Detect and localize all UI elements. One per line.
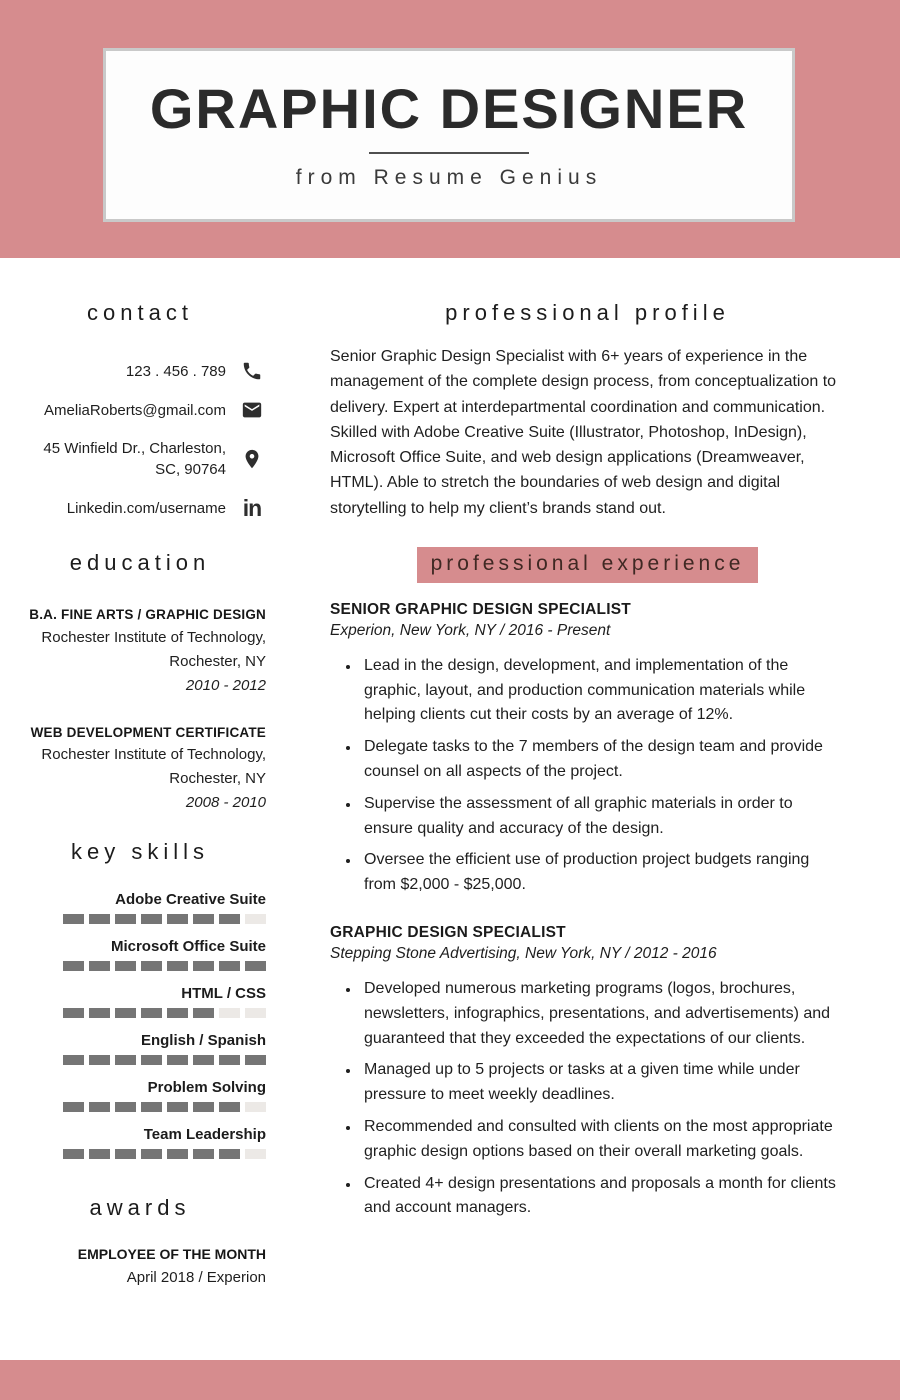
skill-bar — [14, 1008, 266, 1018]
skill-label: Team Leadership — [143, 1126, 266, 1144]
skill-dash-filled — [219, 961, 240, 971]
skill-item — [14, 1032, 266, 1065]
contact-row-linkedin — [14, 497, 266, 520]
skill-dash-filled — [63, 1008, 84, 1018]
skill-dash-filled — [115, 961, 136, 971]
skill-dash-filled — [115, 1149, 136, 1159]
skill-dash-filled — [63, 1102, 84, 1112]
education-dates: 2008 - 2010 — [185, 794, 266, 812]
skill-dash-filled — [141, 961, 162, 971]
skill-dash-filled — [167, 961, 188, 971]
award-detail: April 2018 / Experion — [126, 1268, 266, 1286]
header-banner — [0, 0, 900, 258]
education-location: Rochester, NY — [169, 770, 266, 788]
job-bullet: • Managed up to 5 projects or tasks at a given time while under pressure to meet weekly deadlines. — [360, 1058, 845, 1108]
location-pin-icon — [238, 448, 266, 470]
job-entry — [330, 601, 845, 898]
skill-dash-filled — [141, 1149, 162, 1159]
skill-dash-filled — [115, 1008, 136, 1018]
job-bullet: • Delegate tasks to the 7 members of the design team and provide counsel on all aspects of the project. — [360, 735, 845, 785]
skill-dash-filled — [141, 1055, 162, 1065]
page-subtitle: from Resume Genius — [295, 165, 603, 189]
skill-dash-filled — [89, 1008, 110, 1018]
education-entry — [14, 722, 266, 816]
job-title: GRAPHIC DESIGN SPECIALIST — [330, 924, 566, 942]
linkedin-url: Linkedin.com/username — [66, 500, 226, 517]
skill-item — [14, 1126, 266, 1159]
key-skills-heading: key skills — [70, 839, 209, 865]
phone-number: 123 . 456 . 789 — [125, 362, 226, 380]
skill-dash-filled — [219, 1102, 240, 1112]
skill-dash-filled — [89, 1055, 110, 1065]
skill-label: HTML / CSS — [181, 985, 266, 1003]
skill-dash-empty — [245, 1102, 266, 1112]
skill-dash-filled — [193, 1055, 214, 1065]
job-title: SENIOR GRAPHIC DESIGN SPECIALIST — [330, 600, 631, 618]
skill-item — [14, 985, 266, 1018]
education-dates: 2010 - 2012 — [185, 676, 266, 694]
skill-label: Microsoft Office Suite — [110, 938, 266, 956]
skill-bar — [14, 961, 266, 971]
skill-dash-filled — [89, 914, 110, 924]
contact-row-address — [14, 438, 266, 480]
skill-bar — [14, 914, 266, 924]
education-entry — [14, 604, 266, 698]
award-entry — [14, 1243, 266, 1289]
skill-dash-filled — [115, 1055, 136, 1065]
skill-dash-filled — [89, 961, 110, 971]
job-bullet: • Developed numerous marketing programs (logos, brochures, newsletters, infographics, presentations, and advertisements) and guaranteed that they exceeded the expectations of our clients. — [360, 977, 845, 1051]
skill-dash-filled — [63, 961, 84, 971]
title-divider — [369, 152, 529, 154]
skill-dash-filled — [115, 914, 136, 924]
skill-dash-filled — [245, 1055, 266, 1065]
contact-row-phone — [14, 360, 266, 382]
skill-bar — [14, 1149, 266, 1159]
education-degree: B.A. FINE ARTS / GRAPHIC DESIGN — [29, 607, 266, 622]
professional-profile-heading: professional profile — [445, 300, 730, 325]
title-box — [103, 48, 795, 222]
skill-dash-filled — [167, 1102, 188, 1112]
skill-dash-filled — [167, 1055, 188, 1065]
skill-dash-filled — [245, 961, 266, 971]
skill-dash-filled — [193, 914, 214, 924]
envelope-icon — [238, 399, 266, 421]
skill-dash-empty — [245, 1008, 266, 1018]
address-line-1: 45 Winfield Dr., Charleston, — [43, 440, 226, 457]
skill-bar — [14, 1055, 266, 1065]
footer-band — [0, 1360, 900, 1400]
skill-dash-filled — [193, 1008, 214, 1018]
award-title: EMPLOYEE OF THE MONTH — [77, 1246, 266, 1263]
job-company-dates: Stepping Stone Advertising, New York, NY / 2012 - 2016 — [330, 945, 717, 963]
skill-dash-filled — [63, 1055, 84, 1065]
skill-item — [14, 938, 266, 971]
contact-row-email — [14, 399, 266, 421]
job-bullet: • Lead in the design, development, and implementation of the graphic, layout, and production communication materials while helping clients cut their costs by an average of 12%. — [360, 654, 845, 728]
skill-dash-filled — [167, 1008, 188, 1018]
skill-item — [14, 1079, 266, 1112]
skill-dash-filled — [193, 1102, 214, 1112]
skill-label: Adobe Creative Suite — [115, 891, 266, 909]
skill-dash-filled — [167, 1149, 188, 1159]
skill-label: Problem Solving — [147, 1079, 266, 1097]
education-location: Rochester, NY — [169, 652, 266, 670]
skill-dash-filled — [141, 914, 162, 924]
professional-experience-heading-label: professional experience — [417, 547, 759, 583]
contact-heading: contact — [87, 300, 193, 325]
professional-profile-text: Senior Graphic Design Specialist with 6+ years of experience in the management of the complete design process, from conceptualization to delivery. Expert at interdepartmental coordination and communication. Skilled with Adobe Creative Suite (Illustrator, Photoshop, InDesign), Microsoft Office Suite, and web design applications (Dreamweaver, HTML). Able to stretch the boundaries of web design and digital storytelling to help my client’s brands stand out. — [330, 348, 837, 517]
job-bullet-list — [330, 654, 845, 898]
skill-dash-empty — [219, 1008, 240, 1018]
skill-dash-filled — [193, 961, 214, 971]
skill-dash-empty — [245, 1149, 266, 1159]
skill-dash-filled — [193, 1149, 214, 1159]
skill-dash-filled — [63, 914, 84, 924]
sidebar — [0, 258, 300, 1290]
skill-dash-filled — [63, 1149, 84, 1159]
skill-dash-filled — [141, 1008, 162, 1018]
job-bullet: • Created 4+ design presentations and proposals a month for clients and account managers. — [360, 1172, 845, 1222]
skill-dash-filled — [89, 1149, 110, 1159]
education-school: Rochester Institute of Technology, — [41, 628, 266, 646]
professional-experience-heading — [330, 547, 845, 583]
job-entry — [330, 924, 845, 1221]
mailing-address — [43, 438, 226, 480]
skill-dash-filled — [115, 1102, 136, 1112]
address-line-2: SC, 90764 — [155, 461, 226, 478]
education-school: Rochester Institute of Technology, — [41, 746, 266, 764]
job-company-dates: Experion, New York, NY / 2016 - Present — [330, 621, 611, 639]
skill-dash-filled — [167, 914, 188, 924]
skill-dash-filled — [219, 1149, 240, 1159]
skill-bar — [14, 1102, 266, 1112]
email-address: AmeliaRoberts@gmail.com — [44, 401, 226, 419]
skill-label: English / Spanish — [140, 1032, 266, 1050]
skill-dash-filled — [219, 914, 240, 924]
job-bullet: • Oversee the efficient use of production project budgets ranging from $2,000 - $25,000. — [360, 848, 845, 898]
content-columns — [0, 258, 900, 1290]
phone-icon — [238, 360, 266, 382]
skill-dash-filled — [141, 1102, 162, 1112]
job-bullet: • Recommended and consulted with clients on the most appropriate graphic design options based on their overall marketing goals. — [360, 1115, 845, 1165]
skill-dash-filled — [89, 1102, 110, 1112]
awards-heading: awards — [89, 1195, 191, 1221]
education-heading: education — [69, 550, 211, 575]
skill-dash-empty — [245, 914, 266, 924]
job-bullet: • Supervise the assessment of all graphic materials in order to ensure quality and accuracy of the design. — [360, 792, 845, 842]
main-column — [300, 258, 900, 1290]
education-degree: WEB DEVELOPMENT CERTIFICATE — [30, 724, 266, 740]
linkedin-icon: in — [242, 495, 262, 521]
skill-item — [14, 891, 266, 924]
skill-dash-filled — [219, 1055, 240, 1065]
page-title: GRAPHIC DESIGNER — [149, 77, 749, 141]
job-bullet-list — [330, 977, 845, 1221]
